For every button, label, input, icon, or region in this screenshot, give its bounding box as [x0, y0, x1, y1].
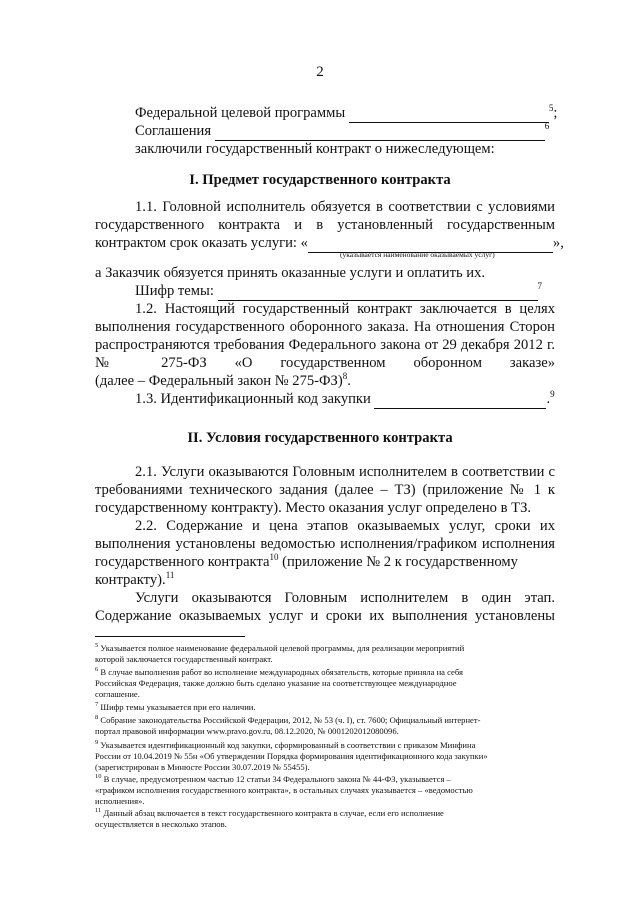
- agreement-blank: [215, 122, 545, 141]
- footnote-ref-9: 9: [550, 389, 555, 400]
- footnote-9-l3: (зарегистрирован в Минюсте России 30.07.2019 № 55455).: [95, 762, 310, 772]
- fcp-end: ;: [553, 105, 558, 121]
- p1-2-line-5-text: (далее – Федеральный закон № 275-ФЗ): [95, 373, 343, 389]
- footnote-5-num: 5: [95, 642, 99, 650]
- fcp-blank: [349, 104, 549, 123]
- footnote-11-l1: Данный абзац включается в текст государственного контракта в случае, если его исполнение: [103, 808, 444, 818]
- footnote-ref-8: 8: [342, 371, 348, 382]
- p2-2-line-4-text: контракту).: [95, 572, 166, 588]
- footnote-5: [95, 643, 555, 665]
- agreement-label: Соглашения: [135, 123, 212, 139]
- p-line-1: Услуги оказываются Головным исполнителем в один этап.: [135, 590, 555, 606]
- p2-2-line-4: [95, 571, 555, 589]
- footnote-5-l1: Указывается полное наименование федеральной целевой программы, для реализации мероприятий: [100, 643, 465, 653]
- p1-3-line: [135, 390, 555, 409]
- footnote-6-l1: В случае выполнения работ во исполнение международных обязательств, которые приняла на себя: [100, 667, 463, 677]
- section-1-title: I. Предмет государственного контракта: [189, 172, 451, 188]
- cipher-label: Шифр темы:: [135, 283, 214, 299]
- agreement-line: [135, 122, 555, 141]
- p1-2-line-4: № 275-ФЗ «О государственном оборонном заказе»: [95, 355, 555, 371]
- footnote-7: [95, 702, 555, 713]
- p-line-2: Содержание оказываемых услуг и сроки их выполнения установлены: [95, 608, 555, 624]
- footnote-9-l2: России от 10.04.2019 № 55н «Об утверждении Порядка формирования идентификационного кода закупки»: [95, 751, 488, 761]
- footnote-5-l2: которой заключается государственный контракт.: [95, 654, 273, 664]
- p2-1-line-1: 2.1. Услуги оказываются Головным исполнителем в соответствии с: [135, 464, 555, 480]
- section-2-title: II. Условия государственного контракта: [187, 430, 453, 446]
- p1-1-line-3-end: »,: [552, 235, 564, 251]
- p2-2-line-2: выполнения установлены ведомостью исполнения/графиком исполнения: [95, 536, 555, 552]
- footnote-8: [95, 715, 555, 737]
- footnote-10: [95, 774, 555, 807]
- footnote-9-num: 9: [95, 739, 99, 747]
- p2-2-line-1: 2.2. Содержание и цена этапов оказываемых услуг, сроки их: [135, 518, 555, 534]
- footnote-7-l1: Шифр темы указывается при его наличии.: [100, 702, 256, 712]
- p1-1-line-3-text: контрактом срок оказать услуги: «: [95, 235, 308, 251]
- p1-2-line-5: [95, 372, 555, 390]
- footnote-ref-7: 7: [537, 281, 543, 292]
- footnote-10-l1: В случае, предусмотренном частью 12 статьи 34 Федерального закона № 44-ФЗ, указывается –: [103, 774, 451, 784]
- p1-2-line-3: распространяются требования Федерального закона от 29 декабря 2012 г.: [95, 337, 555, 353]
- footnote-10-num: 10: [95, 773, 102, 781]
- cipher-blank: [218, 282, 538, 301]
- footnote-9-l1: Указывается идентификационный код закупки, сформированный в соответствии с приказом Минфина: [100, 740, 476, 750]
- footnote-8-l1: Собрание законодательства Российской Федерации, 2012, № 53 (ч. I), ст. 7600; Официальный интернет-: [100, 715, 481, 725]
- p1-1-line-1: 1.1. Головной исполнитель обязуется в соответствии с условиями: [135, 199, 555, 215]
- footnote-10-l2: «графиком исполнения государственного контракта», в остальных случаях указывается – «ведомостью: [95, 785, 473, 795]
- footnote-ref-10: 10: [269, 552, 279, 563]
- p2-1-line-3: государственному контракту). Место оказания услуг определено в ТЗ.: [95, 500, 532, 516]
- fcp-line: [135, 103, 558, 123]
- footnote-10-l3: исполнения».: [95, 796, 145, 806]
- footnote-11: [95, 808, 555, 830]
- footnote-ref-5: 5: [548, 103, 554, 114]
- p1-1-line-4: а Заказчик обязуется принять оказанные услуги и оплатить их.: [95, 265, 486, 281]
- purchase-code-blank: [374, 390, 546, 409]
- p2-2-line-3-text: государственного контракта: [95, 554, 270, 570]
- footnote-8-num: 8: [95, 714, 99, 722]
- p1-2-end: .: [347, 373, 351, 389]
- footnote-6: [95, 667, 555, 700]
- footnote-ref-11: 11: [165, 570, 175, 581]
- footnote-11-l2: осуществляется в несколько этапов.: [95, 819, 227, 829]
- concluded-line: заключили государственный контракт о нижеследующем:: [135, 141, 495, 157]
- footnote-7-num: 7: [95, 701, 99, 709]
- footnote-8-l2: портал правовой информации www.pravo.gov.ru, 08.12.2020, № 0001202012080096.: [95, 726, 399, 736]
- p2-2-line-3-rest: (приложение № 2 к государственному: [278, 554, 518, 570]
- footnote-separator: [95, 636, 245, 637]
- footnote-6-l2: Российская Федерация, также должно быть сделано указание на соответствующее международное: [95, 678, 457, 688]
- services-name-hint: (указывается наименование оказываемых услуг): [340, 250, 495, 259]
- p1-2-line-2: выполнения государственного оборонного заказа. На отношения Сторон: [95, 319, 555, 335]
- p1-3-end: .: [546, 391, 551, 407]
- p1-2-line-1: 1.2. Настоящий государственный контракт заключается в целях: [135, 301, 555, 317]
- fcp-label: Федеральной целевой программы: [135, 105, 346, 121]
- p1-3-label: 1.3. Идентификационный код закупки: [135, 391, 371, 407]
- footnote-6-l3: соглашение.: [95, 689, 140, 699]
- cipher-line: [135, 282, 555, 301]
- p2-1-line-2: требованиями технического задания (далее – ТЗ) (приложение № 1 к: [95, 482, 555, 498]
- footnote-ref-6: 6: [544, 121, 550, 132]
- page-number: 2: [316, 64, 324, 80]
- footnote-11-num: 11: [95, 807, 102, 815]
- p1-1-line-2: государственного контракта и в установленный государственным: [95, 217, 555, 233]
- p2-2-line-3: [95, 553, 555, 571]
- footnote-9: [95, 740, 555, 773]
- footnote-6-num: 6: [95, 666, 99, 674]
